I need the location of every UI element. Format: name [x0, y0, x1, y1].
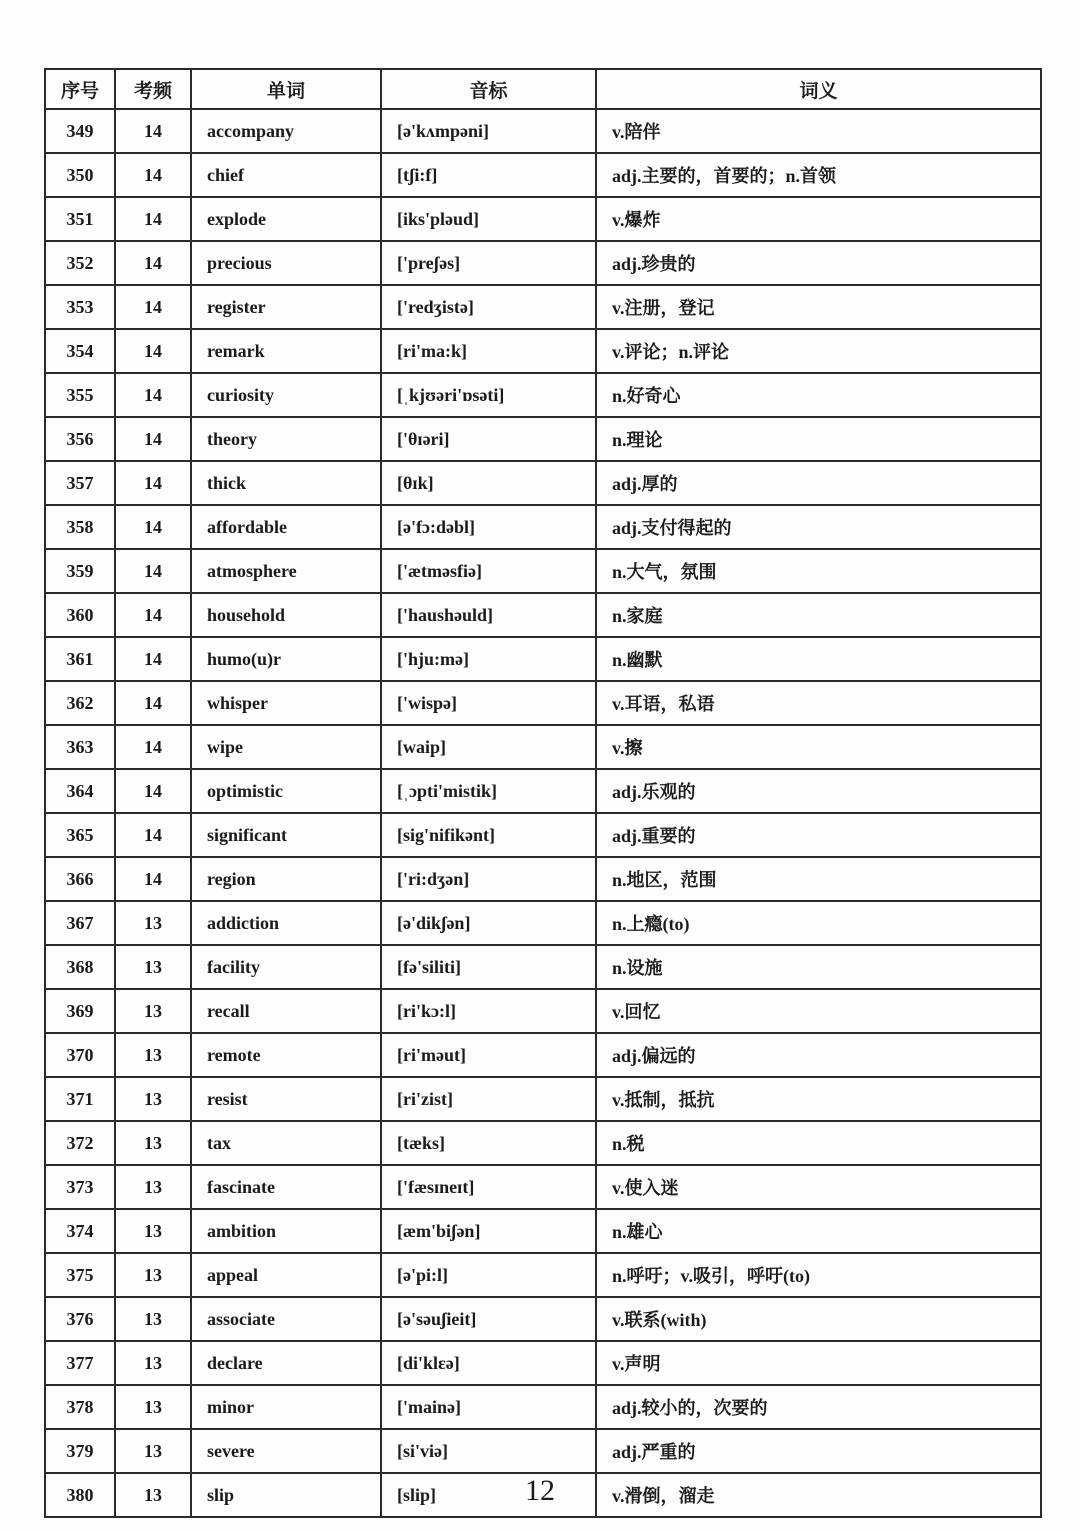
cell-word: atmosphere — [191, 549, 381, 593]
cell-phonetic: ['θɪəri] — [381, 417, 596, 461]
cell-meaning: v.擦 — [596, 725, 1041, 769]
table-row — [45, 1209, 1041, 1253]
table-row — [45, 1341, 1041, 1385]
cell-index: 380 — [45, 1473, 115, 1517]
cell-index: 374 — [45, 1209, 115, 1253]
cell-meaning: adj.偏远的 — [596, 1033, 1041, 1077]
cell-word: fascinate — [191, 1165, 381, 1209]
cell-index: 356 — [45, 417, 115, 461]
cell-meaning: n.大气，氛围 — [596, 549, 1041, 593]
cell-meaning: adj.厚的 — [596, 461, 1041, 505]
cell-frequency: 13 — [115, 1385, 191, 1429]
cell-word: recall — [191, 989, 381, 1033]
cell-frequency: 14 — [115, 417, 191, 461]
cell-phonetic: ['wispə] — [381, 681, 596, 725]
table-row — [45, 1429, 1041, 1473]
cell-meaning: adj.较小的，次要的 — [596, 1385, 1041, 1429]
cell-meaning: n.家庭 — [596, 593, 1041, 637]
cell-word: addiction — [191, 901, 381, 945]
cell-phonetic: [ə'pi:l] — [381, 1253, 596, 1297]
cell-frequency: 14 — [115, 285, 191, 329]
cell-word: household — [191, 593, 381, 637]
cell-phonetic: [slip] — [381, 1473, 596, 1517]
cell-word: remote — [191, 1033, 381, 1077]
cell-word: declare — [191, 1341, 381, 1385]
cell-frequency: 13 — [115, 1341, 191, 1385]
table-row — [45, 945, 1041, 989]
cell-meaning: v.使入迷 — [596, 1165, 1041, 1209]
col-header-index: 序号 — [45, 69, 115, 109]
cell-index: 365 — [45, 813, 115, 857]
cell-frequency: 13 — [115, 1297, 191, 1341]
cell-meaning: adj.乐观的 — [596, 769, 1041, 813]
cell-index: 368 — [45, 945, 115, 989]
cell-word: affordable — [191, 505, 381, 549]
cell-meaning: adj.珍贵的 — [596, 241, 1041, 285]
cell-phonetic: ['preʃəs] — [381, 241, 596, 285]
table-row — [45, 373, 1041, 417]
cell-index: 367 — [45, 901, 115, 945]
cell-meaning: n.呼吁；v.吸引，呼吁(to) — [596, 1253, 1041, 1297]
cell-index: 350 — [45, 153, 115, 197]
cell-frequency: 14 — [115, 505, 191, 549]
cell-frequency: 13 — [115, 1165, 191, 1209]
cell-phonetic: ['ri:dʒən] — [381, 857, 596, 901]
cell-index: 360 — [45, 593, 115, 637]
col-header-frequency: 考频 — [115, 69, 191, 109]
table-row — [45, 725, 1041, 769]
cell-index: 366 — [45, 857, 115, 901]
cell-phonetic: [ri'ma:k] — [381, 329, 596, 373]
table-row — [45, 549, 1041, 593]
cell-phonetic: [ri'zist] — [381, 1077, 596, 1121]
cell-meaning: n.幽默 — [596, 637, 1041, 681]
cell-phonetic: [æm'biʃən] — [381, 1209, 596, 1253]
cell-phonetic: [si'viə] — [381, 1429, 596, 1473]
cell-meaning: v.声明 — [596, 1341, 1041, 1385]
table-row — [45, 505, 1041, 549]
cell-meaning: v.回忆 — [596, 989, 1041, 1033]
cell-index: 363 — [45, 725, 115, 769]
cell-word: whisper — [191, 681, 381, 725]
table-row — [45, 1297, 1041, 1341]
cell-frequency: 13 — [115, 1077, 191, 1121]
table-row — [45, 461, 1041, 505]
cell-meaning: v.爆炸 — [596, 197, 1041, 241]
cell-meaning: v.联系(with) — [596, 1297, 1041, 1341]
cell-frequency: 14 — [115, 725, 191, 769]
cell-phonetic: [waip] — [381, 725, 596, 769]
vocab-table — [44, 68, 1042, 1518]
cell-phonetic: [ə'səuʃieit] — [381, 1297, 596, 1341]
header-row — [45, 69, 1041, 109]
cell-index: 355 — [45, 373, 115, 417]
cell-word: ambition — [191, 1209, 381, 1253]
cell-phonetic: [ri'məut] — [381, 1033, 596, 1077]
cell-word: wipe — [191, 725, 381, 769]
cell-phonetic: ['ætməsfiə] — [381, 549, 596, 593]
cell-index: 354 — [45, 329, 115, 373]
cell-meaning: v.抵制，抵抗 — [596, 1077, 1041, 1121]
cell-frequency: 14 — [115, 109, 191, 153]
cell-frequency: 14 — [115, 637, 191, 681]
cell-meaning: adj.重要的 — [596, 813, 1041, 857]
cell-word: curiosity — [191, 373, 381, 417]
cell-phonetic: [θɪk] — [381, 461, 596, 505]
cell-frequency: 14 — [115, 329, 191, 373]
cell-index: 361 — [45, 637, 115, 681]
cell-phonetic: ['mainə] — [381, 1385, 596, 1429]
cell-frequency: 13 — [115, 1209, 191, 1253]
table-row — [45, 153, 1041, 197]
page-number: 12 — [525, 1474, 555, 1507]
cell-index: 379 — [45, 1429, 115, 1473]
cell-frequency: 14 — [115, 373, 191, 417]
cell-index: 357 — [45, 461, 115, 505]
cell-phonetic: [ˌkjʊəri'ɒsəti] — [381, 373, 596, 417]
table-row — [45, 1253, 1041, 1297]
cell-word: associate — [191, 1297, 381, 1341]
table-row — [45, 813, 1041, 857]
cell-frequency: 14 — [115, 461, 191, 505]
cell-index: 351 — [45, 197, 115, 241]
cell-phonetic: [tæks] — [381, 1121, 596, 1165]
col-header-meaning: 词义 — [596, 69, 1041, 109]
cell-word: region — [191, 857, 381, 901]
cell-frequency: 14 — [115, 153, 191, 197]
cell-word: appeal — [191, 1253, 381, 1297]
table-row — [45, 329, 1041, 373]
table-row — [45, 1165, 1041, 1209]
cell-index: 372 — [45, 1121, 115, 1165]
cell-index: 358 — [45, 505, 115, 549]
table-row — [45, 109, 1041, 153]
cell-phonetic: ['fæsɪneɪt] — [381, 1165, 596, 1209]
cell-frequency: 14 — [115, 769, 191, 813]
table-row — [45, 241, 1041, 285]
cell-word: explode — [191, 197, 381, 241]
table-row — [45, 1033, 1041, 1077]
cell-meaning: n.好奇心 — [596, 373, 1041, 417]
cell-frequency: 13 — [115, 1253, 191, 1297]
cell-meaning: adj.严重的 — [596, 1429, 1041, 1473]
cell-phonetic: [fə'siliti] — [381, 945, 596, 989]
cell-meaning: n.雄心 — [596, 1209, 1041, 1253]
cell-phonetic: [ə'kʌmpəni] — [381, 109, 596, 153]
cell-index: 364 — [45, 769, 115, 813]
table-row — [45, 1121, 1041, 1165]
col-header-word: 单词 — [191, 69, 381, 109]
cell-phonetic: ['hju:mə] — [381, 637, 596, 681]
cell-meaning: v.耳语，私语 — [596, 681, 1041, 725]
cell-word: chief — [191, 153, 381, 197]
cell-phonetic: ['redʒistə] — [381, 285, 596, 329]
cell-word: accompany — [191, 109, 381, 153]
cell-word: register — [191, 285, 381, 329]
cell-meaning: adj.支付得起的 — [596, 505, 1041, 549]
cell-frequency: 14 — [115, 593, 191, 637]
cell-index: 352 — [45, 241, 115, 285]
cell-word: resist — [191, 1077, 381, 1121]
cell-index: 377 — [45, 1341, 115, 1385]
cell-word: slip — [191, 1473, 381, 1517]
table-row — [45, 1077, 1041, 1121]
cell-word: severe — [191, 1429, 381, 1473]
cell-index: 373 — [45, 1165, 115, 1209]
cell-frequency: 14 — [115, 549, 191, 593]
table-row — [45, 1385, 1041, 1429]
cell-meaning: v.滑倒，溜走 — [596, 1473, 1041, 1517]
cell-word: tax — [191, 1121, 381, 1165]
cell-meaning: n.税 — [596, 1121, 1041, 1165]
cell-frequency: 13 — [115, 945, 191, 989]
cell-index: 369 — [45, 989, 115, 1033]
cell-index: 370 — [45, 1033, 115, 1077]
cell-word: theory — [191, 417, 381, 461]
cell-phonetic: [di'klɛə] — [381, 1341, 596, 1385]
cell-word: thick — [191, 461, 381, 505]
cell-frequency: 13 — [115, 989, 191, 1033]
cell-frequency: 13 — [115, 901, 191, 945]
cell-frequency: 13 — [115, 1429, 191, 1473]
cell-meaning: n.设施 — [596, 945, 1041, 989]
cell-frequency: 13 — [115, 1473, 191, 1517]
table-row — [45, 593, 1041, 637]
cell-frequency: 14 — [115, 681, 191, 725]
cell-index: 362 — [45, 681, 115, 725]
cell-word: remark — [191, 329, 381, 373]
cell-phonetic: ['haushəuld] — [381, 593, 596, 637]
cell-word: minor — [191, 1385, 381, 1429]
cell-meaning: v.陪伴 — [596, 109, 1041, 153]
cell-word: optimistic — [191, 769, 381, 813]
cell-phonetic: [sig'nifikənt] — [381, 813, 596, 857]
cell-meaning: v.评论；n.评论 — [596, 329, 1041, 373]
table-row — [45, 857, 1041, 901]
cell-index: 378 — [45, 1385, 115, 1429]
cell-meaning: v.注册，登记 — [596, 285, 1041, 329]
cell-frequency: 13 — [115, 1033, 191, 1077]
cell-index: 375 — [45, 1253, 115, 1297]
cell-frequency: 13 — [115, 1121, 191, 1165]
cell-frequency: 14 — [115, 197, 191, 241]
cell-phonetic: [ə'dikʃən] — [381, 901, 596, 945]
cell-meaning: adj.主要的，首要的；n.首领 — [596, 153, 1041, 197]
cell-word: significant — [191, 813, 381, 857]
cell-word: facility — [191, 945, 381, 989]
cell-phonetic: [iks'pləud] — [381, 197, 596, 241]
cell-word: precious — [191, 241, 381, 285]
table-row — [45, 417, 1041, 461]
cell-frequency: 14 — [115, 813, 191, 857]
table-row — [45, 769, 1041, 813]
cell-index: 376 — [45, 1297, 115, 1341]
vocab-table-header — [45, 69, 1041, 109]
cell-meaning: n.上瘾(to) — [596, 901, 1041, 945]
table-row — [45, 901, 1041, 945]
cell-meaning: n.理论 — [596, 417, 1041, 461]
cell-phonetic: [ˌɔpti'mistik] — [381, 769, 596, 813]
table-row — [45, 285, 1041, 329]
cell-meaning: n.地区，范围 — [596, 857, 1041, 901]
cell-index: 353 — [45, 285, 115, 329]
col-header-phonetic: 音标 — [381, 69, 596, 109]
cell-word: humo(u)r — [191, 637, 381, 681]
cell-index: 349 — [45, 109, 115, 153]
cell-phonetic: [ə'fɔ:dəbl] — [381, 505, 596, 549]
cell-frequency: 14 — [115, 241, 191, 285]
cell-phonetic: [tʃi:f] — [381, 153, 596, 197]
cell-index: 359 — [45, 549, 115, 593]
cell-phonetic: [ri'kɔ:l] — [381, 989, 596, 1033]
table-row — [45, 197, 1041, 241]
cell-index: 371 — [45, 1077, 115, 1121]
table-row — [45, 681, 1041, 725]
table-row — [45, 989, 1041, 1033]
table-row — [45, 637, 1041, 681]
cell-frequency: 14 — [115, 857, 191, 901]
vocab-table-body — [45, 109, 1041, 1517]
